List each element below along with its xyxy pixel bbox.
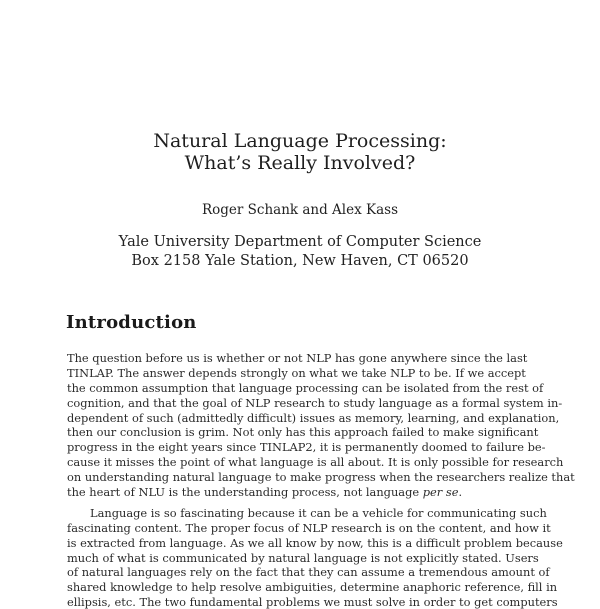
paragraph-2-line: ellipsis, etc. The two fundamental problems we must solve in order to get computers <box>67 595 558 609</box>
paragraph-1-line: The question before us is whether or not NLP has gone anywhere since the last <box>67 351 528 365</box>
paragraph-1-line: cause it misses the point of what language is all about. It is only possible for research <box>67 455 564 469</box>
per-se-italic: per se <box>422 485 459 499</box>
paragraph-1-line: dependent of such (admittedly difficult) issues as memory, learning, and explanation, <box>67 411 560 425</box>
paragraph-1-line: then our conclusion is grim. Not only has this approach failed to make significant <box>67 425 539 439</box>
paragraph-2-line: fascinating content. The proper focus of NLP research is on the content, and how it <box>67 521 551 535</box>
paragraph-1-line: progress in the eight years since TINLAP2, it is permanently doomed to failure be- <box>67 440 546 454</box>
affiliation-line-1: Yale University Department of Computer Science <box>118 234 482 250</box>
paragraph-2-line: much of what is communicated by natural language is not explicitly stated. Users <box>67 551 539 565</box>
paragraph-1-line: TINLAP. The answer depends strongly on what we take NLP to be. If we accept <box>67 366 526 380</box>
paragraph-1-line: the common assumption that language processing can be isolated from the rest of <box>67 381 544 395</box>
paragraph-1-last-line <box>67 485 509 499</box>
paragraph-1-line: on understanding natural language to make progress when the researchers realize that <box>67 470 575 484</box>
paragraph-1-line: cognition, and that the goal of NLP research to study language as a formal system in- <box>67 396 563 410</box>
section-heading-introduction: Introduction <box>66 312 197 333</box>
paragraph-1-period: . <box>458 485 463 499</box>
paragraph-2-line: Language is so fascinating because it can be a vehicle for communicating such <box>90 506 547 520</box>
paper-title-line-1: Natural Language Processing: <box>153 130 447 152</box>
paragraph-1-last-text: the heart of NLU is the understanding process, not language <box>67 485 423 499</box>
paper-authors: Roger Schank and Alex Kass <box>201 202 398 218</box>
paragraph-2-line: shared knowledge to help resolve ambiguities, determine anaphoric reference, fill in <box>67 580 558 594</box>
affiliation-line-2: Box 2158 Yale Station, New Haven, CT 06520 <box>131 253 469 269</box>
paper-title-line-2: What’s Really Involved? <box>184 152 416 174</box>
paragraph-2-line: of natural languages rely on the fact that they can assume a tremendous amount of <box>67 565 550 579</box>
paragraph-2-line: is extracted from language. As we all know by now, this is a difficult problem because <box>67 536 563 550</box>
